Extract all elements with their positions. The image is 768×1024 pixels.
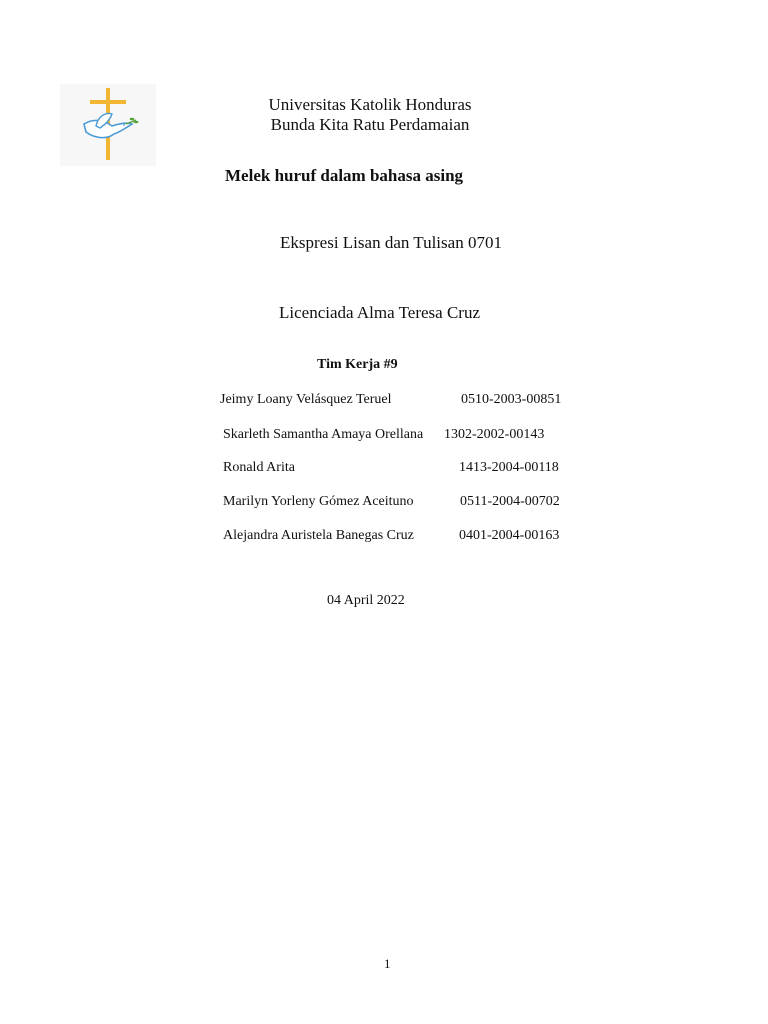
member-id: 0511-2004-00702 [460, 494, 560, 509]
university-subtitle: Bunda Kita Ratu Perdamaian [270, 115, 470, 134]
university-logo [60, 84, 156, 166]
member-id: 0401-2004-00163 [459, 528, 560, 543]
member-name: Ronald Arita [223, 460, 295, 475]
cross-dove-logo-icon [60, 84, 156, 166]
document-date: 04 April 2022 [327, 593, 405, 608]
member-id: 0510-2003-00851 [461, 392, 562, 407]
member-name: Skarleth Samantha Amaya Orellana [223, 427, 424, 442]
course-name: Ekspresi Lisan dan Tulisan 0701 [280, 233, 502, 252]
page-number: 1 [384, 956, 391, 971]
member-name: Jeimy Loany Velásquez Teruel [220, 392, 392, 407]
university-name: Universitas Katolik Honduras [268, 95, 472, 114]
member-id: 1302-2002-00143 [444, 427, 545, 442]
member-name: Alejandra Auristela Banegas Cruz [223, 528, 414, 543]
member-id: 1413-2004-00118 [459, 460, 559, 475]
member-name: Marilyn Yorleny Gómez Aceituno [223, 494, 414, 509]
document-title: Melek huruf dalam bahasa asing [225, 166, 464, 185]
teacher-name: Licenciada Alma Teresa Cruz [279, 303, 480, 322]
team-title: Tim Kerja #9 [317, 357, 398, 372]
